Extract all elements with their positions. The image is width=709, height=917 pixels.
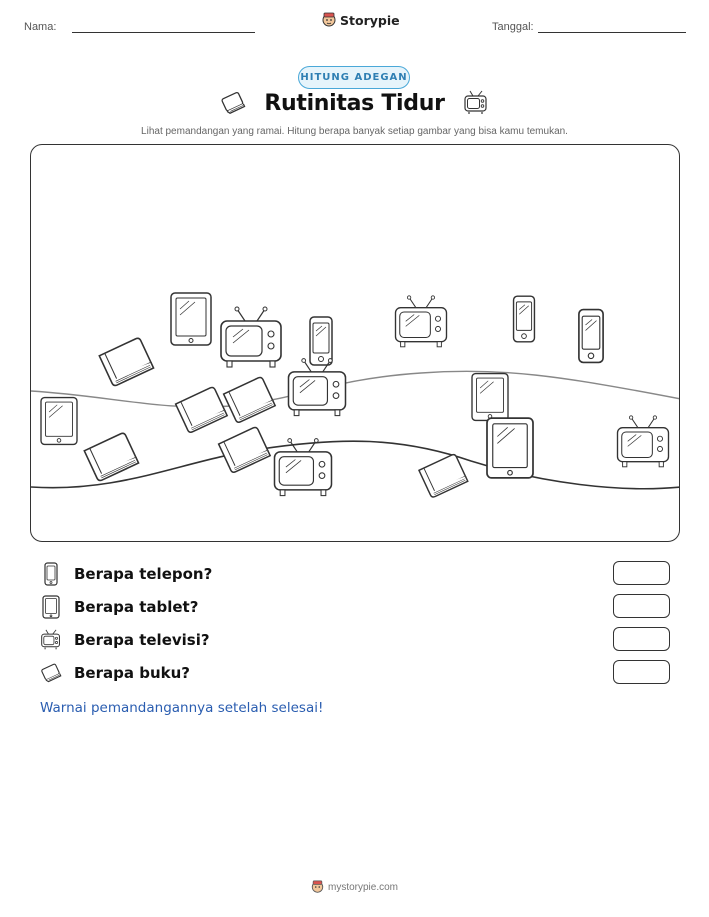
- name-label: Nama:: [24, 21, 57, 33]
- scene-book-1: [99, 337, 153, 386]
- answer-box-tv[interactable]: [613, 627, 670, 651]
- book-icon: [40, 661, 62, 685]
- scene-tv-18: [618, 416, 669, 467]
- book-icon: [220, 91, 246, 115]
- answer-box-tablet[interactable]: [613, 594, 670, 618]
- storypie-mascot-icon: [311, 880, 324, 894]
- scene-book-13: [219, 426, 271, 473]
- scene-tv-14: [275, 439, 332, 496]
- question-book: Berapa buku?: [74, 664, 190, 682]
- scene-tv-5: [396, 296, 447, 347]
- instructions: Lihat pemandangan yang ramai. Hitung berapa banyak setiap gambar yang bisa kamu temukan.: [141, 126, 568, 137]
- question-tablet: Berapa tablet?: [74, 598, 199, 616]
- footer: [0, 880, 709, 894]
- scene-tablet-8: [41, 398, 77, 445]
- scene-book-17: [419, 454, 468, 498]
- brand-name: Storypie: [340, 12, 400, 28]
- page-title: Rutinitas Tidur: [264, 90, 445, 116]
- answer-box-book[interactable]: [613, 660, 670, 684]
- scene-tablet-15: [472, 374, 508, 421]
- question-phone: Berapa telepon?: [74, 565, 213, 583]
- scene-phone-6: [514, 296, 535, 342]
- scene-phone-7: [579, 310, 603, 363]
- question-tv: Berapa televisi?: [74, 631, 210, 649]
- question-row-book: [40, 660, 670, 686]
- scene-illustration: [31, 145, 680, 542]
- tv-icon: [463, 90, 489, 116]
- scene-book-10: [176, 386, 228, 433]
- title-row: [0, 90, 709, 116]
- date-line[interactable]: [538, 32, 686, 33]
- date-label: Tanggal:: [492, 21, 534, 33]
- question-row-tablet: [40, 594, 670, 620]
- scene-tablet-16: [487, 418, 533, 478]
- scene-phone-4: [310, 317, 332, 365]
- activity-badge: HITUNG ADEGAN: [298, 66, 410, 89]
- scene-tv-12: [289, 359, 346, 416]
- scene-book-9: [84, 432, 138, 481]
- scene-tablet-2: [171, 293, 211, 345]
- counting-scene: [30, 144, 680, 542]
- coloring-note: Warnai pemandangannya setelah selesai!: [40, 700, 324, 716]
- question-row-phone: [40, 561, 670, 587]
- footer-url[interactable]: mystorypie.com: [327, 881, 398, 893]
- scene-book-11: [224, 376, 276, 423]
- storypie-mascot-icon: [322, 12, 336, 28]
- answer-box-phone[interactable]: [613, 561, 670, 585]
- tv-icon: [40, 628, 62, 652]
- scene-tv-3: [221, 307, 281, 367]
- question-row-tv: [40, 627, 670, 653]
- tablet-icon: [40, 595, 62, 619]
- phone-icon: [40, 562, 62, 586]
- name-line[interactable]: [72, 32, 255, 33]
- brand-logo: [322, 12, 400, 28]
